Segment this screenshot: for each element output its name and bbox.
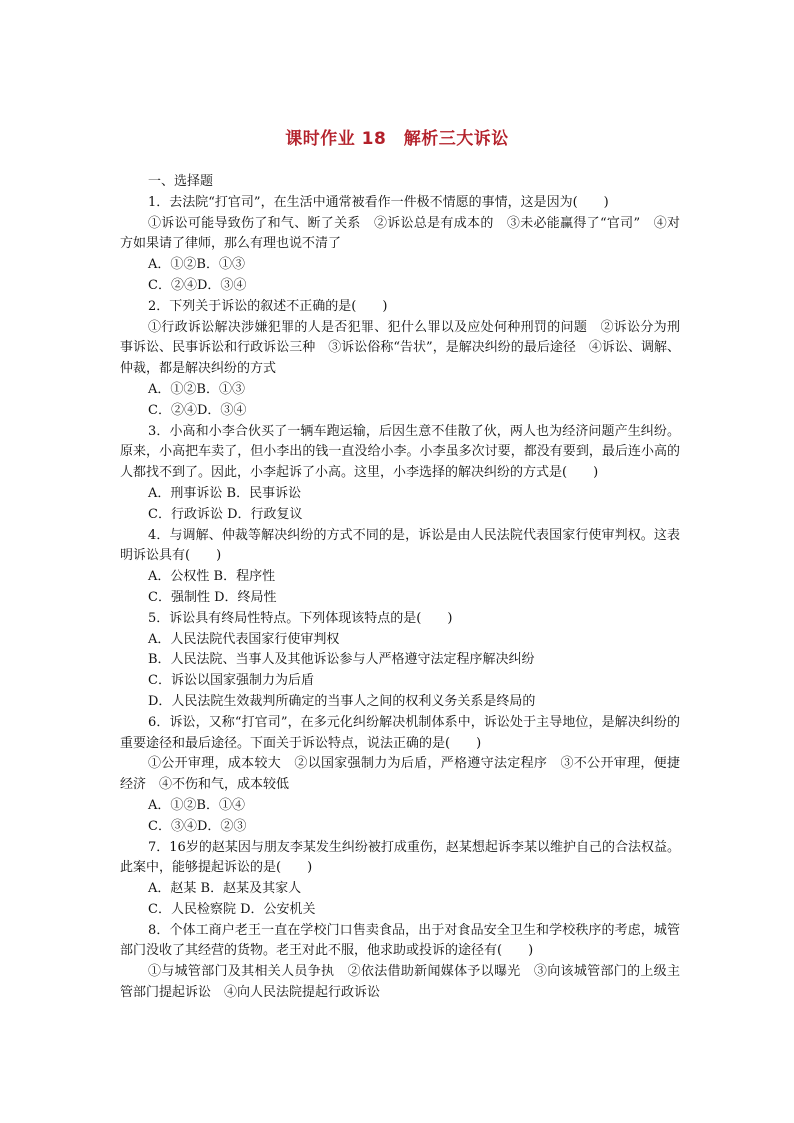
- question-stem: 6．诉讼，又称“打官司”，在多元化纠纷解决机制体系中，诉讼处于主导地位，是解决纠纷的重要途径和最后途径。下面关于诉讼特点，说法正确的是( ): [120, 714, 680, 751]
- question-option: C．③④D．②③: [148, 818, 247, 834]
- question-stem: 2．下列关于诉讼的叙述不正确的是( ): [148, 298, 388, 314]
- question-option: A．①②B．①③: [148, 381, 245, 397]
- question-option: C．强制性 D．终局性: [148, 589, 277, 605]
- question-stem: 3．小高和小李合伙买了一辆车跑运输，后因生意不佳散了伙，两人也为经济问题产生纠纷。原来，小高把车卖了，但小李出的钱一直没给小李。小李虽多次讨要，都没有要到，最后连小高的人都找不到了。因此，小李起诉了小高。这里，小李选择的解决纠纷的方式是( ): [120, 423, 680, 481]
- question-option: A．公权性 B．程序性: [148, 569, 276, 585]
- question-option: C．行政诉讼 D．行政复议: [148, 506, 303, 522]
- question-option: A．①②B．①④: [148, 797, 245, 813]
- question-statements: ①行政诉讼解决涉嫌犯罪的人是否犯罪、犯什么罪以及应处何种刑罚的问题 ②诉讼分为刑事诉讼、民事诉讼和行政诉讼三种 ③诉讼俗称“告状”，是解决纠纷的最后途径 ④诉讼、调解、仲裁，都是解决纠纷的方式: [120, 319, 680, 377]
- question-option: A．赵某 B．赵某及其家人: [148, 881, 302, 897]
- question-option: C．②④D．③④: [148, 402, 247, 418]
- question-option: D．人民法院生效裁判所确定的当事人之间的权利义务关系是终局的: [148, 693, 536, 709]
- question-option: C．人民检察院 D．公安机关: [148, 901, 316, 917]
- worksheet-content: [120, 172, 680, 1004]
- question-option: C．诉讼以国家强制力为后盾: [148, 673, 314, 689]
- question-statements: ①诉讼可能导致伤了和气、断了关系 ②诉讼总是有成本的 ③未必能赢得了“官司” ④对方如果请了律师，那么有理也说不清了: [120, 215, 680, 252]
- question-stem: 7．16岁的赵某因与朋友李某发生纠纷被打成重伤，赵某想起诉李某以维护自己的合法权益。此案中，能够提起诉讼的是( ): [120, 839, 680, 876]
- question-option: B．人民法院、当事人及其他诉讼参与人严格遵守法定程序解决纠纷: [148, 652, 535, 668]
- question-stem: 5．诉讼具有终局性特点。下列体现该特点的是( ): [148, 610, 453, 626]
- question-statements: ①公开审理，成本较大 ②以国家强制力为后盾，严格遵守法定程序 ③不公开审理，便捷经济 ④不伤和气，成本较低: [120, 756, 680, 793]
- page-title: 课时作业 18 解析三大诉讼: [285, 129, 509, 149]
- question-stem: 4．与调解、仲裁等解决纠纷的方式不同的是，诉讼是由人民法院代表国家行使审判权。这表明诉讼具有( ): [120, 527, 680, 564]
- question-option: A．人民法院代表国家行使审判权: [148, 631, 340, 647]
- section-heading: 一、选择题: [148, 174, 214, 189]
- question-statements: ①与城管部门及其相关人员争执 ②依法借助新闻媒体予以曝光 ③向该城管部门的上级主管部门提起诉讼 ④向人民法院提起行政诉讼: [120, 964, 680, 1001]
- question-option: A．刑事诉讼 B．民事诉讼: [148, 485, 302, 501]
- question-stem: 1．去法院“打官司”，在生活中通常被看作一件极不情愿的事情，这是因为( ): [148, 194, 609, 210]
- question-stem: 8．个体工商户老王一直在学校门口售卖食品，出于对食品安全卫生和学校秩序的考虑，城管部门没收了其经营的货物。老王对此不服，他求助或投诉的途径有( ): [120, 922, 680, 959]
- question-option: A．①②B．①③: [148, 257, 245, 273]
- question-option: C．②④D．③④: [148, 277, 247, 293]
